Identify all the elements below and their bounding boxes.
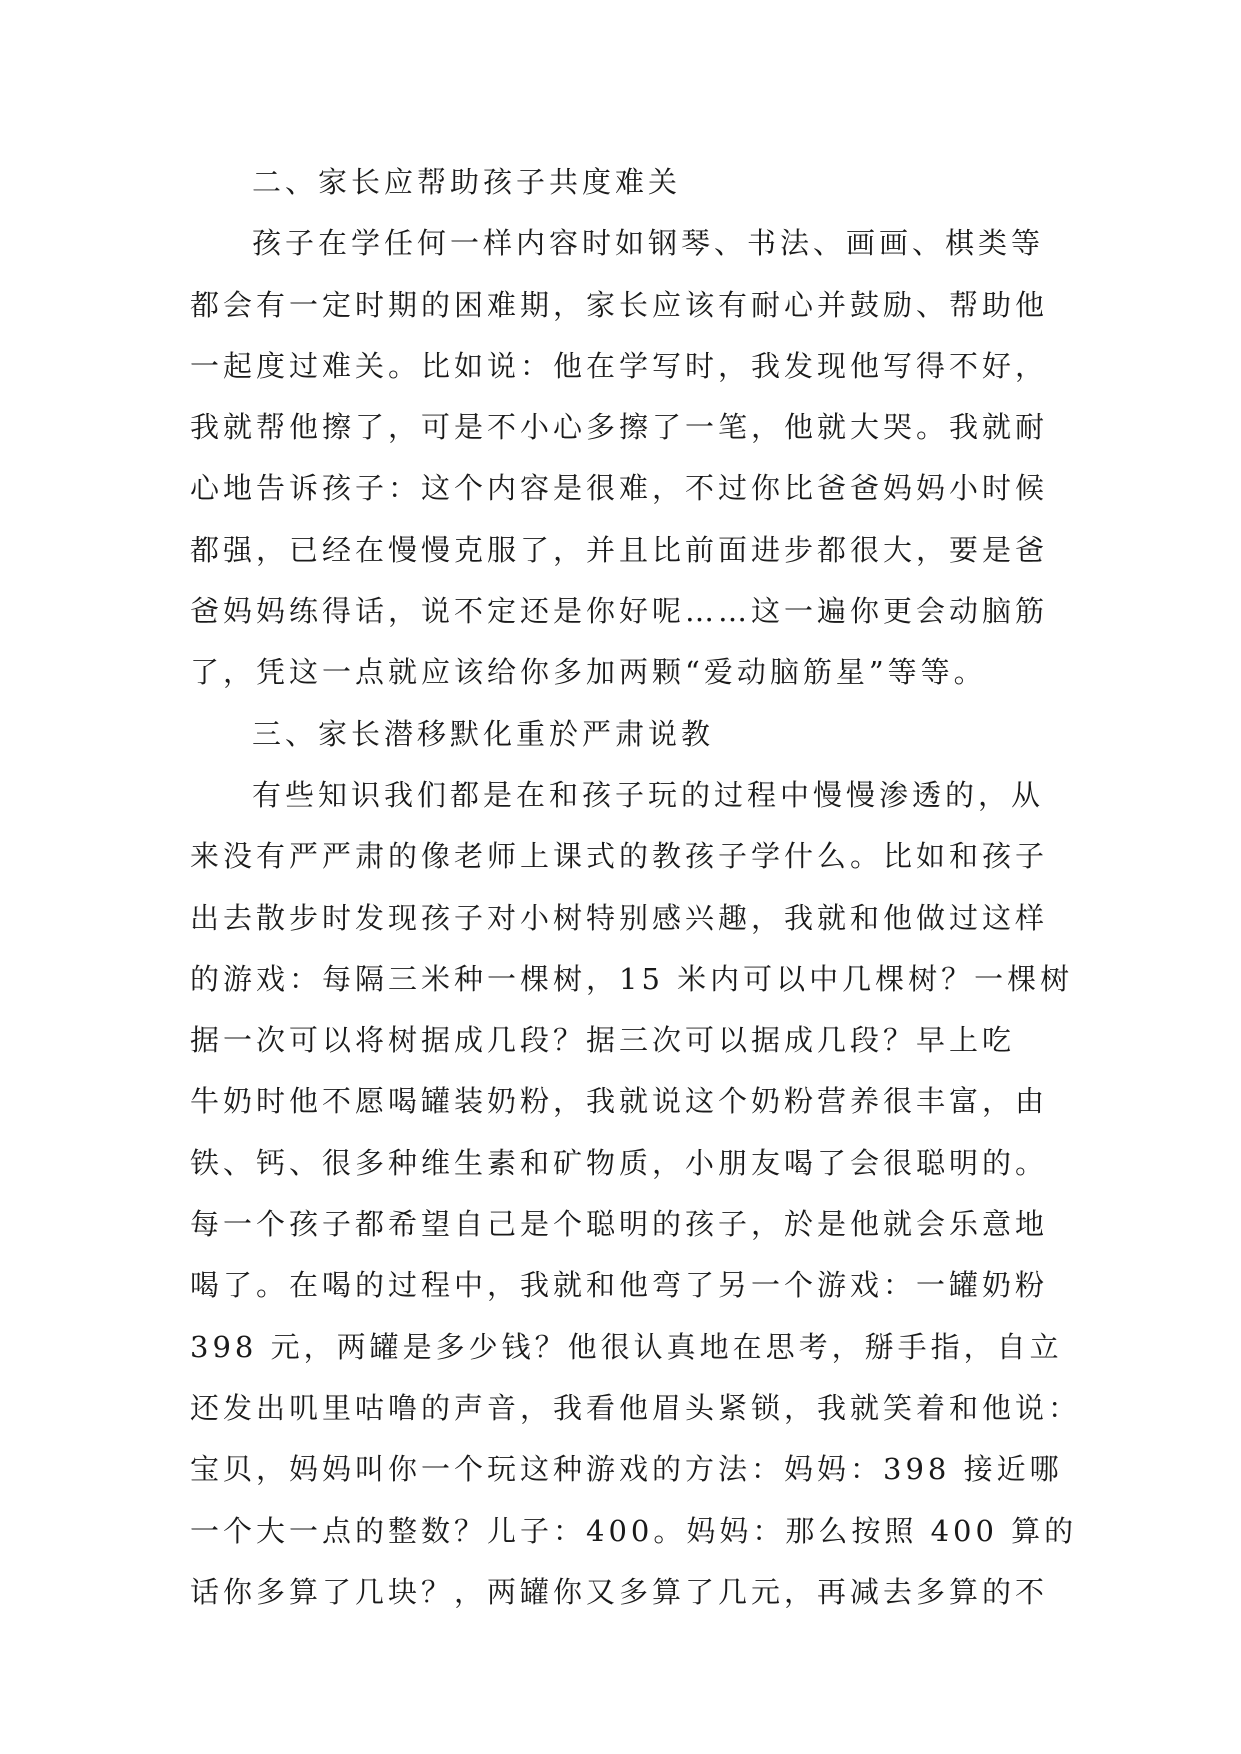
paragraph-line: 据一次可以将树据成几段？据三次可以据成几段？早上吃 [190,1023,1016,1058]
section-heading: 二、家长应帮助孩子共度难关 [252,165,682,199]
section-heading: 三、家长潜移默化重於严肃说教 [252,716,715,751]
paragraph-line: 爸妈妈练得话，说不定还是你好呢……这一遍你更会动脑筋 [190,594,1049,629]
paragraph-line: 宝贝，妈妈叫你一个玩这种游戏的方法：妈妈：398 接近哪 [190,1452,1063,1487]
paragraph-line: 一个大一点的整数？儿子：400。妈妈：那么按照 400 算的 [190,1513,1078,1548]
paragraph-line: 398 元，两罐是多少钱？他很认真地在思考，掰手指，自立 [190,1329,1063,1364]
document-body [190,152,1082,1623]
paragraph-line: 一起度过难关。比如说：他在学写时，我发现他写得不好， [190,348,1049,383]
paragraph-line: 心地告诉孩子：这个内容是很难，不过你比爸爸妈妈小时候 [190,471,1049,506]
paragraph-line: 孩子在学任何一样内容时如钢琴、书法、画画、棋类等 [252,226,1045,261]
paragraph-line: 话你多算了几块？，两罐你又多算了几元，再减去多算的不 [190,1574,1049,1609]
paragraph-line: 喝了。在喝的过程中，我就和他弯了另一个游戏：一罐奶粉 [190,1268,1049,1303]
paragraph-line: 了，凭这一点就应该给你多加两颗“爱动脑筋星”等等。 [190,655,987,690]
paragraph-line: 都会有一定时期的困难期，家长应该有耐心并鼓励、帮助他 [190,287,1049,322]
paragraph-line: 我就帮他擦了，可是不小心多擦了一笔，他就大哭。我就耐 [190,410,1049,445]
paragraph-line: 每一个孩子都希望自己是个聪明的孩子，於是他就会乐意地 [190,1207,1049,1242]
paragraph-line: 牛奶时他不愿喝罐装奶粉，我就说这个奶粉营养很丰富，由 [190,1084,1049,1119]
paragraph-line: 的游戏：每隔三米种一棵树，15 米内可以中几棵树？一棵树 [190,961,1074,996]
paragraph-line: 还发出叽里咕噜的声音，我看他眉头紧锁，我就笑着和他说： [190,1390,1082,1425]
paragraph-line: 铁、钙、很多种维生素和矿物质，小朋友喝了会很聪明的。 [190,1145,1049,1180]
paragraph-line: 出去散步时发现孩子对小树特别感兴趣，我就和他做过这样 [190,900,1049,935]
paragraph-line: 来没有严严肃的像老师上课式的教孩子学什么。比如和孩子 [190,839,1049,874]
paragraph-line: 都强，已经在慢慢克服了，并且比前面进步都很大，要是爸 [190,532,1049,567]
paragraph-line: 有些知识我们都是在和孩子玩的过程中慢慢渗透的，从 [252,777,1045,812]
